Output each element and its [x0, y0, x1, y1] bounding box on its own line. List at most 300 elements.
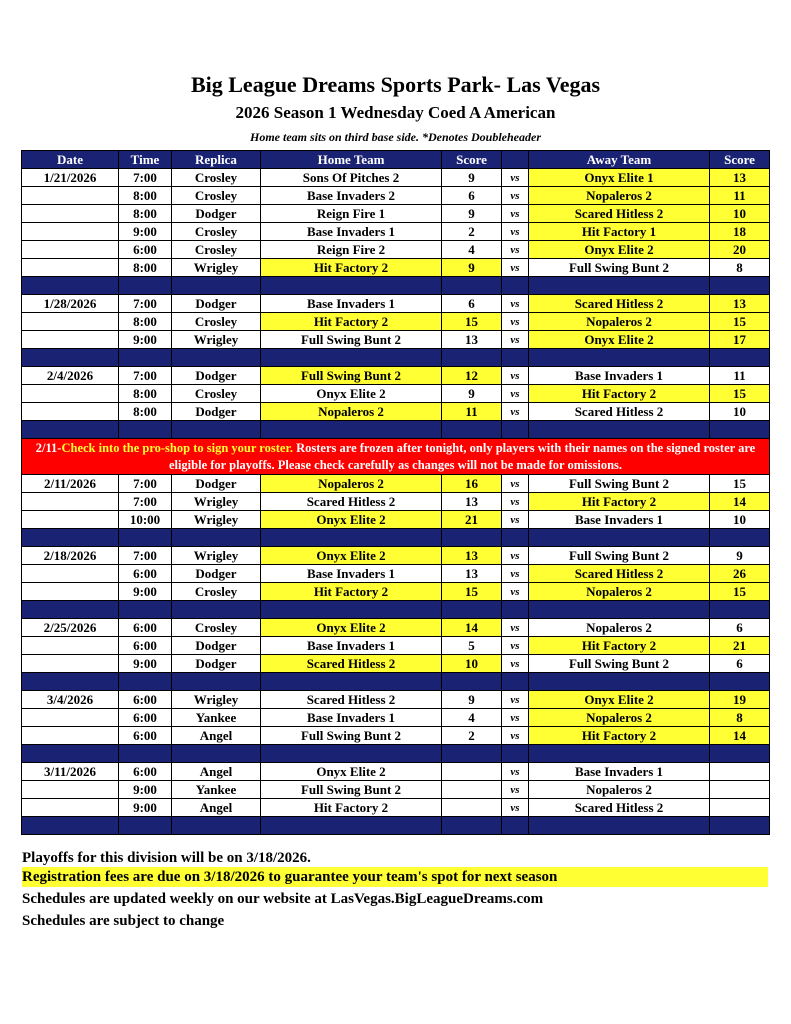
game-replica: Crosley [172, 313, 261, 331]
home-score: 16 [442, 475, 502, 493]
game-row [22, 565, 770, 583]
separator-cell [172, 745, 261, 763]
vs-label: vs [502, 583, 529, 601]
home-team: Base Invaders 1 [261, 637, 442, 655]
away-score: 18 [710, 223, 770, 241]
separator-cell [502, 817, 529, 835]
game-replica: Dodger [172, 565, 261, 583]
game-replica: Dodger [172, 475, 261, 493]
game-replica: Angel [172, 727, 261, 745]
home-team: Base Invaders 2 [261, 187, 442, 205]
separator-cell [529, 277, 710, 295]
game-time: 6:00 [119, 241, 172, 259]
vs-label: vs [502, 565, 529, 583]
vs-label: vs [502, 727, 529, 745]
vs-label: vs [502, 781, 529, 799]
game-row [22, 727, 770, 745]
game-date [22, 241, 119, 259]
game-time: 10:00 [119, 511, 172, 529]
home-score [442, 763, 502, 781]
game-date [22, 205, 119, 223]
home-team: Base Invaders 1 [261, 295, 442, 313]
away-team: Onyx Elite 2 [529, 691, 710, 709]
home-score: 13 [442, 547, 502, 565]
vs-label: vs [502, 511, 529, 529]
game-date [22, 403, 119, 421]
game-time: 8:00 [119, 187, 172, 205]
game-time: 8:00 [119, 385, 172, 403]
away-team: Nopaleros 2 [529, 187, 710, 205]
game-row [22, 205, 770, 223]
home-score: 2 [442, 223, 502, 241]
home-score: 13 [442, 331, 502, 349]
game-date [22, 709, 119, 727]
game-replica: Wrigley [172, 547, 261, 565]
separator-cell [529, 601, 710, 619]
home-score [442, 799, 502, 817]
away-score: 14 [710, 493, 770, 511]
game-row [22, 493, 770, 511]
game-row [22, 313, 770, 331]
separator-cell [442, 817, 502, 835]
game-replica: Dodger [172, 367, 261, 385]
away-team: Full Swing Bunt 2 [529, 655, 710, 673]
home-score: 6 [442, 187, 502, 205]
away-team: Nopaleros 2 [529, 709, 710, 727]
game-date: 2/11/2026 [22, 475, 119, 493]
separator-cell [502, 349, 529, 367]
website-note: Schedules are updated weekly on our website at LasVegas.BigLeagueDreams.com [22, 891, 544, 907]
game-time: 7:00 [119, 367, 172, 385]
home-team: Onyx Elite 2 [261, 385, 442, 403]
home-team: Hit Factory 2 [261, 799, 442, 817]
home-score: 6 [442, 295, 502, 313]
home-score: 2 [442, 727, 502, 745]
game-row [22, 385, 770, 403]
home-team: Nopaleros 2 [261, 475, 442, 493]
week-separator [22, 817, 770, 835]
vs-label: vs [502, 313, 529, 331]
vs-label: vs [502, 385, 529, 403]
header-row [22, 151, 770, 169]
away-team: Hit Factory 2 [529, 637, 710, 655]
home-team: Hit Factory 2 [261, 583, 442, 601]
game-date [22, 655, 119, 673]
playoffs-note: Playoffs for this division will be on 3/18/2026. [22, 850, 311, 866]
away-team: Base Invaders 1 [529, 511, 710, 529]
game-replica: Crosley [172, 241, 261, 259]
separator-cell [119, 745, 172, 763]
home-team: Scared Hitless 2 [261, 655, 442, 673]
week-separator [22, 421, 770, 439]
vs-label: vs [502, 187, 529, 205]
schedule-body [22, 169, 770, 835]
away-score: 21 [710, 637, 770, 655]
home-team: Full Swing Bunt 2 [261, 727, 442, 745]
game-replica: Dodger [172, 403, 261, 421]
roster-notice-prefix: 2/11- [35, 440, 62, 455]
game-row [22, 583, 770, 601]
separator-cell [710, 745, 770, 763]
separator-cell [261, 601, 442, 619]
vs-label: vs [502, 547, 529, 565]
header-time: Time [119, 151, 172, 169]
game-date: 2/4/2026 [22, 367, 119, 385]
game-date: 2/18/2026 [22, 547, 119, 565]
separator-cell [502, 745, 529, 763]
separator-cell [172, 529, 261, 547]
away-score: 6 [710, 655, 770, 673]
separator-cell [261, 277, 442, 295]
separator-cell [529, 421, 710, 439]
away-score [710, 781, 770, 799]
game-date [22, 637, 119, 655]
game-replica: Angel [172, 763, 261, 781]
separator-cell [119, 421, 172, 439]
game-row [22, 709, 770, 727]
home-score: 9 [442, 385, 502, 403]
header-away-team: Away Team [529, 151, 710, 169]
away-score: 9 [710, 547, 770, 565]
separator-cell [261, 745, 442, 763]
away-team: Onyx Elite 1 [529, 169, 710, 187]
separator-cell [529, 673, 710, 691]
home-score: 13 [442, 493, 502, 511]
away-team: Onyx Elite 2 [529, 241, 710, 259]
separator-cell [710, 601, 770, 619]
away-score [710, 763, 770, 781]
home-score: 13 [442, 565, 502, 583]
game-row [22, 511, 770, 529]
vs-label: vs [502, 475, 529, 493]
separator-cell [22, 817, 119, 835]
separator-cell [119, 817, 172, 835]
separator-cell [119, 277, 172, 295]
away-score: 10 [710, 205, 770, 223]
separator-cell [172, 601, 261, 619]
separator-cell [22, 601, 119, 619]
game-row [22, 169, 770, 187]
home-score: 9 [442, 691, 502, 709]
game-replica: Dodger [172, 637, 261, 655]
game-row [22, 799, 770, 817]
separator-cell [172, 349, 261, 367]
game-row [22, 547, 770, 565]
game-date [22, 511, 119, 529]
game-date [22, 331, 119, 349]
header-home-score: Score [442, 151, 502, 169]
vs-label: vs [502, 691, 529, 709]
vs-label: vs [502, 241, 529, 259]
away-team: Base Invaders 1 [529, 763, 710, 781]
vs-label: vs [502, 655, 529, 673]
change-note: Schedules are subject to change [22, 913, 225, 929]
game-row [22, 223, 770, 241]
home-score: 12 [442, 367, 502, 385]
separator-cell [119, 529, 172, 547]
game-time: 7:00 [119, 493, 172, 511]
home-score: 4 [442, 709, 502, 727]
game-replica: Crosley [172, 619, 261, 637]
home-team: Hit Factory 2 [261, 313, 442, 331]
game-replica: Wrigley [172, 511, 261, 529]
separator-cell [172, 277, 261, 295]
separator-cell [22, 421, 119, 439]
game-row [22, 187, 770, 205]
game-replica: Dodger [172, 205, 261, 223]
game-time: 9:00 [119, 583, 172, 601]
roster-notice-text: Rosters are frozen after tonight, only players with their names on the signed roster are eligible for playoffs. Please check carefully as changes will not be made for omissions. [168, 440, 756, 472]
home-team: Full Swing Bunt 2 [261, 331, 442, 349]
away-team: Hit Factory 2 [529, 385, 710, 403]
separator-cell [22, 277, 119, 295]
game-time: 9:00 [119, 655, 172, 673]
home-team: Onyx Elite 2 [261, 763, 442, 781]
away-score: 15 [710, 385, 770, 403]
separator-cell [261, 817, 442, 835]
away-team: Scared Hitless 2 [529, 565, 710, 583]
separator-cell [710, 349, 770, 367]
game-replica: Dodger [172, 295, 261, 313]
away-score: 19 [710, 691, 770, 709]
separator-cell [710, 421, 770, 439]
game-row [22, 403, 770, 421]
home-score: 14 [442, 619, 502, 637]
away-score: 11 [710, 367, 770, 385]
vs-label: vs [502, 223, 529, 241]
home-team: Scared Hitless 2 [261, 691, 442, 709]
home-score: 9 [442, 169, 502, 187]
game-time: 6:00 [119, 691, 172, 709]
game-time: 9:00 [119, 223, 172, 241]
away-team: Nopaleros 2 [529, 583, 710, 601]
game-replica: Crosley [172, 583, 261, 601]
separator-cell [502, 277, 529, 295]
game-date: 3/4/2026 [22, 691, 119, 709]
separator-cell [119, 349, 172, 367]
game-date: 2/25/2026 [22, 619, 119, 637]
game-row [22, 367, 770, 385]
game-date [22, 313, 119, 331]
game-date [22, 583, 119, 601]
separator-cell [529, 529, 710, 547]
game-time: 8:00 [119, 313, 172, 331]
vs-label: vs [502, 763, 529, 781]
game-time: 6:00 [119, 763, 172, 781]
separator-cell [442, 421, 502, 439]
away-score: 10 [710, 403, 770, 421]
roster-notice-row [22, 439, 770, 475]
away-score: 14 [710, 727, 770, 745]
game-replica: Crosley [172, 223, 261, 241]
home-team: Reign Fire 1 [261, 205, 442, 223]
separator-cell [119, 601, 172, 619]
away-score: 15 [710, 583, 770, 601]
separator-cell [710, 529, 770, 547]
week-separator [22, 601, 770, 619]
home-team: Scared Hitless 2 [261, 493, 442, 511]
home-team: Sons Of Pitches 2 [261, 169, 442, 187]
home-score: 4 [442, 241, 502, 259]
vs-label: vs [502, 295, 529, 313]
game-time: 6:00 [119, 637, 172, 655]
game-date [22, 799, 119, 817]
home-team: Full Swing Bunt 2 [261, 367, 442, 385]
away-team: Onyx Elite 2 [529, 331, 710, 349]
game-date [22, 259, 119, 277]
home-team: Nopaleros 2 [261, 403, 442, 421]
separator-cell [442, 277, 502, 295]
separator-cell [529, 349, 710, 367]
game-date: 1/21/2026 [22, 169, 119, 187]
vs-label: vs [502, 331, 529, 349]
away-team: Full Swing Bunt 2 [529, 259, 710, 277]
away-score: 17 [710, 331, 770, 349]
separator-cell [502, 673, 529, 691]
separator-cell [442, 745, 502, 763]
game-date [22, 493, 119, 511]
home-team: Onyx Elite 2 [261, 547, 442, 565]
separator-cell [710, 673, 770, 691]
game-row [22, 259, 770, 277]
roster-notice-highlight: Check into the pro-shop to sign your roster. [61, 440, 293, 455]
away-team: Scared Hitless 2 [529, 403, 710, 421]
week-separator [22, 673, 770, 691]
vs-label: vs [502, 493, 529, 511]
game-time: 7:00 [119, 547, 172, 565]
game-replica: Wrigley [172, 493, 261, 511]
header-vs [502, 151, 529, 169]
home-score: 5 [442, 637, 502, 655]
separator-cell [502, 529, 529, 547]
game-time: 9:00 [119, 799, 172, 817]
game-replica: Wrigley [172, 331, 261, 349]
vs-label: vs [502, 619, 529, 637]
game-time: 6:00 [119, 727, 172, 745]
away-team: Nopaleros 2 [529, 313, 710, 331]
game-row [22, 637, 770, 655]
week-separator [22, 745, 770, 763]
game-time: 6:00 [119, 619, 172, 637]
vs-label: vs [502, 169, 529, 187]
home-score: 9 [442, 205, 502, 223]
game-date [22, 223, 119, 241]
away-score: 8 [710, 709, 770, 727]
separator-cell [172, 817, 261, 835]
home-team: Base Invaders 1 [261, 709, 442, 727]
game-row [22, 331, 770, 349]
separator-cell [261, 349, 442, 367]
separator-cell [529, 745, 710, 763]
home-team: Base Invaders 1 [261, 223, 442, 241]
away-team: Scared Hitless 2 [529, 205, 710, 223]
game-replica: Yankee [172, 781, 261, 799]
home-score: 11 [442, 403, 502, 421]
game-row [22, 241, 770, 259]
separator-cell [172, 421, 261, 439]
separator-cell [22, 349, 119, 367]
home-team: Full Swing Bunt 2 [261, 781, 442, 799]
page-title: Big League Dreams Sports Park- Las Vegas [190, 72, 601, 97]
game-row [22, 781, 770, 799]
separator-cell [442, 349, 502, 367]
schedule-table [21, 150, 770, 835]
header-home-team: Home Team [261, 151, 442, 169]
separator-cell [119, 673, 172, 691]
week-separator [22, 277, 770, 295]
away-score: 11 [710, 187, 770, 205]
home-team: Onyx Elite 2 [261, 511, 442, 529]
home-score: 10 [442, 655, 502, 673]
away-score: 8 [710, 259, 770, 277]
away-team: Base Invaders 1 [529, 367, 710, 385]
away-team: Scared Hitless 2 [529, 295, 710, 313]
separator-cell [442, 673, 502, 691]
game-row [22, 619, 770, 637]
game-time: 6:00 [119, 565, 172, 583]
away-team: Hit Factory 2 [529, 493, 710, 511]
separator-cell [261, 673, 442, 691]
home-score: 21 [442, 511, 502, 529]
vs-label: vs [502, 799, 529, 817]
vs-label: vs [502, 367, 529, 385]
away-score: 6 [710, 619, 770, 637]
game-time: 8:00 [119, 205, 172, 223]
game-row [22, 475, 770, 493]
away-score: 26 [710, 565, 770, 583]
game-time: 8:00 [119, 259, 172, 277]
game-time: 7:00 [119, 295, 172, 313]
separator-cell [502, 421, 529, 439]
away-team: Hit Factory 2 [529, 727, 710, 745]
game-replica: Crosley [172, 385, 261, 403]
game-date [22, 781, 119, 799]
game-time: 7:00 [119, 169, 172, 187]
separator-cell [529, 817, 710, 835]
game-replica: Crosley [172, 187, 261, 205]
away-score: 15 [710, 475, 770, 493]
game-time: 9:00 [119, 331, 172, 349]
separator-cell [442, 529, 502, 547]
game-row [22, 655, 770, 673]
game-date [22, 385, 119, 403]
home-team: Hit Factory 2 [261, 259, 442, 277]
separator-cell [172, 673, 261, 691]
away-score: 13 [710, 295, 770, 313]
home-team: Base Invaders 1 [261, 565, 442, 583]
vs-label: vs [502, 259, 529, 277]
away-score: 10 [710, 511, 770, 529]
vs-label: vs [502, 205, 529, 223]
separator-cell [502, 601, 529, 619]
week-separator [22, 349, 770, 367]
away-score: 15 [710, 313, 770, 331]
separator-cell [710, 277, 770, 295]
away-team: Scared Hitless 2 [529, 799, 710, 817]
game-replica: Wrigley [172, 691, 261, 709]
header-date: Date [22, 151, 119, 169]
away-team: Nopaleros 2 [529, 619, 710, 637]
registration-note: Registration fees are due on 3/18/2026 to guarantee your team's spot for next season [22, 867, 768, 887]
separator-cell [710, 817, 770, 835]
separator-cell [442, 601, 502, 619]
home-score: 9 [442, 259, 502, 277]
home-score: 15 [442, 583, 502, 601]
away-score: 20 [710, 241, 770, 259]
away-team: Nopaleros 2 [529, 781, 710, 799]
vs-label: vs [502, 709, 529, 727]
game-date: 3/11/2026 [22, 763, 119, 781]
